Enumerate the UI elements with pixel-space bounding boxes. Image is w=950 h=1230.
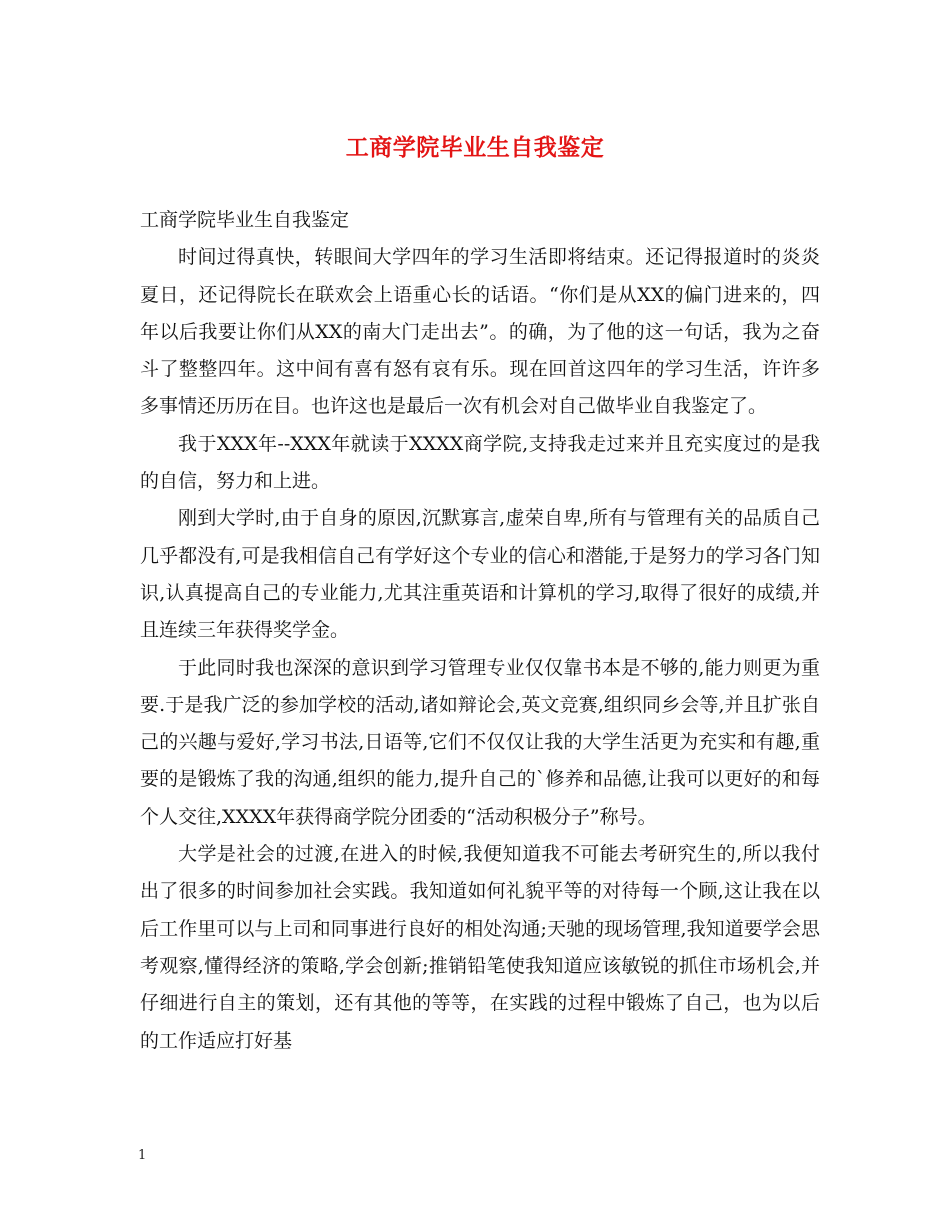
paragraph-intro: 时间过得真快，转眼间大学四年的学习生活即将结束。还记得报道时的炎炎夏日，还记得院长在联欢会上语重心长的话语。“你们是从XX的偏门进来的，四年以后我要让你们从XX的南大门走出去”。的确，为了他的这一句话，我为之奋斗了整整四年。这中间有喜有怒有哀有乐。现在回首这四年的学习生活，许许多多事情还历历在目。也许这也是最后一次有机会对自己做毕业自我鉴定了。 (140, 246, 820, 418)
page-number: 1 (138, 1148, 147, 1163)
document-subtitle: 工商学院毕业生自我鉴定 (140, 209, 350, 231)
document-body (140, 202, 820, 1060)
paragraph-enrollment: 我于XXX年--XXX年就读于XXXX商学院,支持我走过来并且充实度过的是我的自信，努力和上进。 (140, 432, 820, 493)
paragraph-study: 刚到大学时,由于自身的原因,沉默寡言,虚荣自卑,所有与管理有关的品质自己几乎都没有,可是我相信自己有学好这个专业的信心和潜能,于是努力的学习各门知识,认真提高自己的专业能力,尤其注重英语和计算机的学习,取得了很好的成绩,并且连续三年获得奖学金。 (140, 507, 820, 642)
document-title: 工商学院毕业生自我鉴定 (345, 134, 605, 161)
paragraph-practice: 大学是社会的过渡,在进入的时候,我便知道我不可能去考研究生的,所以我付出了很多的时间参加社会实践。我知道如何礼貌平等的对待每一个顾,这让我在以后工作里可以与上司和同事进行良好的相处沟通;天驰的现场管理,我知道要学会思考观察,懂得经济的策略,学会创新;推销铅笔使我知道应该敏锐的抓住市场机会,并仔细进行自主的策划，还有其他的等等，在实践的过程中锻炼了自己，也为以后的工作适应打好基 (140, 843, 820, 1052)
paragraph-activities: 于此同时我也深深的意识到学习管理专业仅仅靠书本是不够的,能力则更为重要.于是我广泛的参加学校的活动,诸如辩论会,英文竞赛,组织同乡会等,并且扩张自己的兴趣与爱好,学习书法,日语等,它们不仅仅让我的大学生活更为充实和有趣,重要的是锻炼了我的沟通,组织的能力,提升自己的`修养和品德,让我可以更好的和每个人交往,XXXX年获得商学院分团委的“活动积极分子”称号。 (140, 656, 820, 828)
